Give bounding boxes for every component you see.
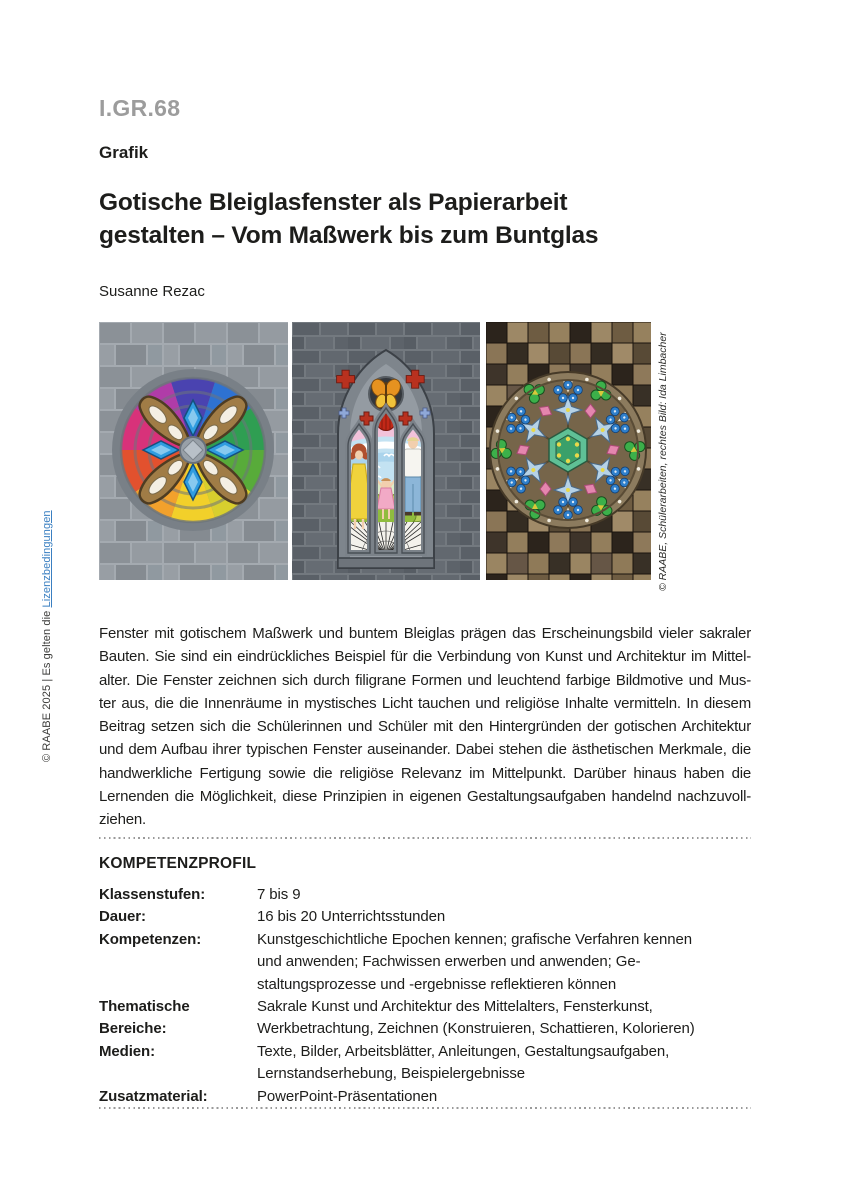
competence-profile [99,855,751,1108]
row-value: PowerPoint-Präsentationen [257,1087,438,1105]
intro-line: ziehen. [99,811,146,829]
row-label: Dauer: [99,908,146,926]
rainbow-rosette-image [99,322,288,580]
category-label: Grafik [99,143,149,162]
intro-line: ter aus, die die Innenräume in mystisches Licht tauchen und religiöse Inhalte vermitteln. In diesem [99,694,751,712]
title-line-2: gestalten – Vom Maßwerk bis zum Buntglas [99,222,599,249]
intro-line: alter. Die Fenster zeichnen sich durch filigrane Formen und leuchtend farbige Bildmotive und Mus- [99,671,751,689]
table-row [99,996,751,1041]
dotted-separator [99,837,751,839]
figure-blue-rosette [486,322,651,580]
profile-table [99,884,751,1108]
dotted-separator [99,1107,751,1109]
row-value: 16 bis 20 Unterrichtsstunden [257,908,446,926]
row-value: Texte, Bilder, Arbeitsblätter, Anleitungen, Gestaltungsaufgaben, Lernstandserhebung, Beispielergebnisse [257,1042,670,1083]
row-label: Zusatzmaterial: [99,1087,208,1105]
row-value: Kunstgeschichtliche Epochen kennen; grafische Verfahren kennen und anwenden; Fachwissen erwerben und anwenden; Ge- staltungsprozesse und -ergebnisse reflektieren können [257,930,692,993]
table-row [99,1041,751,1086]
figure-rainbow-rosette [99,322,288,580]
row-label: Klassenstufen: [99,886,206,903]
license-link[interactable]: Lizenzbedingungen [41,510,53,608]
copyright-sidebar [41,510,53,762]
table-row [99,906,751,928]
gothic-window-image [292,322,480,580]
author-name: Susanne Rezac [99,283,205,300]
intro-line: Lernenden die Möglichkeit, diese Prinzipien in eigenen Gestaltungsaufgaben handelnd nachzuvoll- [99,788,751,806]
table-row [99,884,751,906]
copyright-text: © RAABE 2025 | Es gelten die [41,607,53,762]
intro-line: und dem Aufbau ihrer typischen Fenster auseinander. Dabei stehen die ästhetischen Merkmale, die [99,741,751,759]
unit-code: I.GR.68 [99,95,181,121]
intro-line: Beitrag setzen sich die Schülerinnen und Schüler mit den Hintergründen der gotischen Architektur [99,718,751,736]
intro-line: handwerkliche Fertigung sowie die religiöse Relevanz im Mittelpunkt. Darüber hinaus haben die [99,764,751,782]
title-line-1: Gotische Bleiglasfenster als Papierarbeit [99,189,568,216]
intro-line: Fenster mit gotischem Maßwerk und buntem Bleiglas prägen das Erscheinungsbild vieler sakraler [99,625,751,642]
table-row [99,929,751,996]
figure-gothic-window [292,322,480,580]
blue-rosette-image [486,322,651,580]
row-label: Medien: [99,1042,155,1060]
intro-line: Bauten. Sie sind ein eindrückliches Beispiel für die Verbindung von Kunst und Architektur im Mittel- [99,648,751,666]
page-title [99,186,598,252]
row-label: Kompetenzen: [99,930,202,948]
intro-paragraph [99,622,751,832]
table-row [99,1086,751,1108]
profile-heading: KOMPETENZPROFIL [99,855,257,872]
figure-caption: © RAABE, Schülerarbeiten, rechtes Bild: Ida Limbacher [657,332,669,591]
row-value: Sakrale Kunst und Architektur des Mittelalters, Fensterkunst, Werkbetrachtung, Zeichnen (Konstruieren, Schattieren, Kolorieren) [257,998,695,1038]
row-value: 7 bis 9 [257,886,301,903]
row-label: Thematische Bereiche: [99,998,190,1038]
